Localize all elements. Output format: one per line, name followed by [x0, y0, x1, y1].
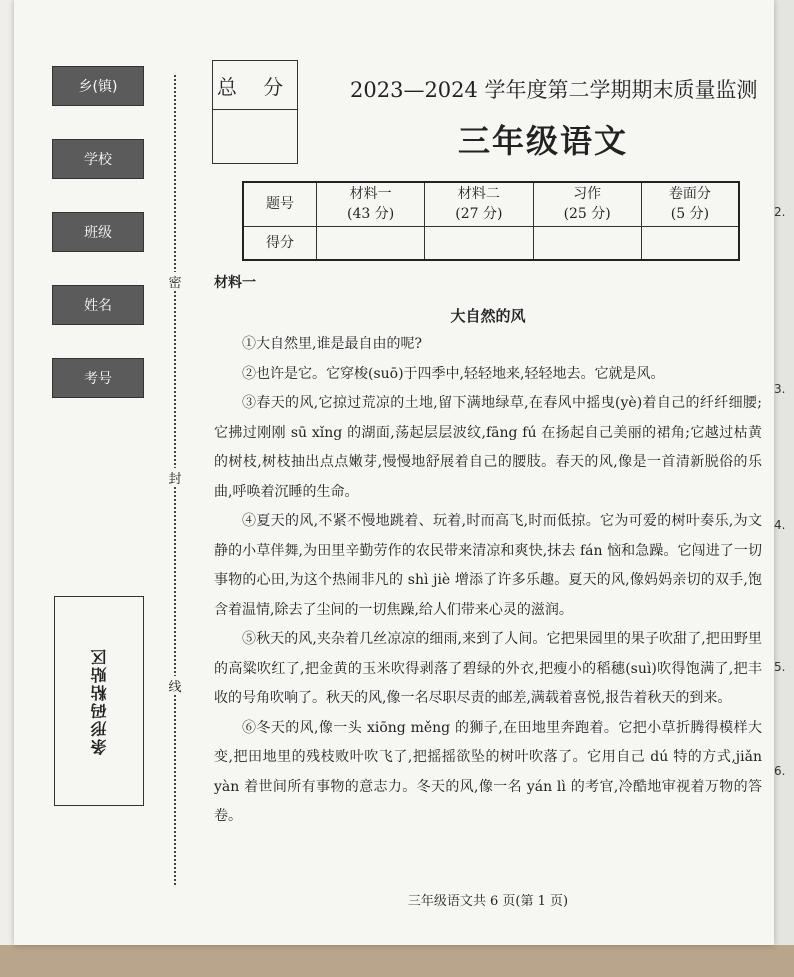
score-table — [242, 181, 740, 261]
label-school: 学校 — [52, 139, 144, 179]
exam-title: 2023—2024 学年度第二学期期末质量监测 — [350, 78, 758, 102]
article-title: 大自然的风 — [450, 307, 526, 325]
row-score-label: 得分 — [243, 226, 317, 260]
next-page-edge — [774, 0, 794, 977]
barcode-area — [54, 596, 144, 806]
section-heading: 材料一 — [214, 275, 256, 291]
score-cell-4[interactable] — [641, 226, 739, 260]
header-neatness: 卷面分 (5 分) — [641, 182, 739, 226]
edge-mark: 2. — [774, 205, 786, 219]
header-material-2: 材料二 (27 分) — [425, 182, 533, 226]
label-exam-number: 考号 — [52, 358, 144, 398]
seal-word-mi: 密 — [166, 272, 184, 291]
article-body — [214, 330, 762, 832]
paragraph: ⑤秋天的风,夹杂着几丝凉凉的细雨,来到了人间。它把果园里的果子吹甜了,把田野里的高粱吹红了,把金黄的玉米吹得剥落了碧绿的外衣,把瘦小的稻穗(suì)吹得饱满了,把丰收的号角吹响了。秋天的风,像一名尽职尽责的邮差,满载着喜悦,报告着秋天的到来。 — [214, 631, 762, 706]
edge-mark: 3. — [774, 382, 786, 396]
paragraph: ⑥冬天的风,像一头 xiōng měng 的狮子,在田地里奔跑着。它把小草折腾得模样大变,把田地里的残枝败叶吹飞了,把摇摇欲坠的树叶吹落了。它用自己 dú 特的方式,jiǎn yàn 着世间所有事物的意志力。冬天的风,像一名 yán lì 的考官,冷酷地审视着万物的答卷。 — [214, 719, 762, 824]
header-material-1: 材料一 (43 分) — [317, 182, 425, 226]
student-info-column — [52, 66, 144, 431]
paragraph: ③春天的风,它掠过荒凉的土地,留下满地绿草,在春风中摇曳(yè)着自己的纤纤细腰;它拂过刚刚 sū xǐng 的湖面,荡起层层波纹,fāng fú 在扬起自己美丽的裙角;它越过枯黄的树枝,树枝抽出点点嫩芽,慢慢地舒展着自己的腰肢。春天的风,像是一首清新脱俗的乐曲,呼唤着沉睡的生命。 — [214, 395, 762, 500]
seal-word-xian: 线 — [166, 676, 184, 695]
label-name: 姓名 — [52, 285, 144, 325]
table-surface — [0, 945, 794, 977]
score-cell-1[interactable] — [317, 226, 425, 260]
score-cell-3[interactable] — [533, 226, 641, 260]
header-question-no: 题号 — [243, 182, 317, 226]
page-footer: 三年级语文共 6 页(第 1 页) — [407, 894, 569, 909]
subject-title: 三年级语文 — [458, 122, 629, 160]
paragraph: ①大自然里,谁是最自由的呢? — [242, 336, 422, 352]
edge-mark: 4. — [774, 518, 786, 532]
paragraph: ②也许是它。它穿梭(suō)于四季中,轻轻地来,轻轻地去。它就是风。 — [242, 365, 665, 382]
paragraph: ④夏天的风,不紧不慢地跳着、玩着,时而高飞,时而低掠。它为可爱的树叶奏乐,为文静的小草伴舞,为田里辛勤劳作的农民带来清凉和爽快,抹去 fán 恼和急躁。它闯进了一切事物的心田,为这个热闹非凡的 shì jiè 增添了许多乐趣。夏天的风,像妈妈亲切的双手,饱含着温情,除去了尘间的一切焦躁,给人们带来心灵的滋润。 — [214, 513, 762, 618]
edge-mark: 6. — [774, 764, 786, 778]
seal-word-feng: 封 — [166, 468, 184, 487]
score-cell-2[interactable] — [425, 226, 533, 260]
total-score-box — [212, 60, 298, 164]
total-score-label: 总 分 — [213, 61, 297, 110]
label-township: 乡(镇) — [52, 66, 144, 106]
barcode-label: 条形码粘贴区 — [89, 647, 109, 755]
label-class: 班级 — [52, 212, 144, 252]
edge-mark: 5. — [774, 660, 786, 674]
header-composition: 习作 (25 分) — [533, 182, 641, 226]
